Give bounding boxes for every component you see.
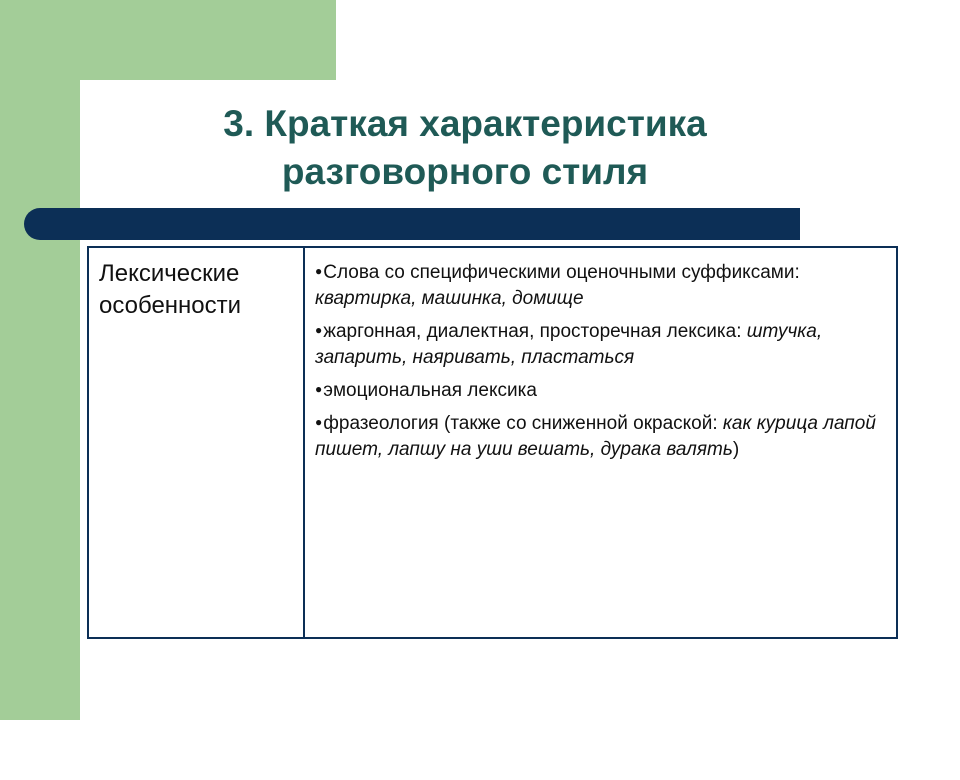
list-item	[315, 376, 888, 404]
bullet-icon: ●	[315, 323, 323, 337]
bullet-icon: ●	[315, 382, 323, 396]
title-divider-bar	[24, 208, 800, 240]
content-table	[87, 246, 898, 639]
slide-title	[120, 100, 810, 196]
slide-title-line1: 3. Краткая характеристика	[223, 103, 707, 144]
label-cell	[88, 247, 304, 638]
item-tail: )	[732, 439, 740, 460]
lexical-features-label: Лексические особенности	[99, 260, 242, 319]
list-item	[315, 317, 888, 371]
slide-title-line2: разговорного стиля	[281, 151, 649, 192]
items-cell	[304, 247, 897, 638]
list-item	[315, 409, 888, 463]
item-text: жаргонная, диалектная, просторечная лексика:	[323, 321, 747, 342]
item-text: фразеология (также со сниженной окраской:	[323, 413, 723, 434]
decorative-green-left	[0, 0, 80, 720]
item-text: Слова со специфическими оценочными суффиксами:	[323, 262, 800, 283]
item-examples: штучка, запарить, наяривать, пластаться	[315, 321, 823, 368]
bullet-icon: ●	[315, 415, 323, 429]
feature-list	[305, 248, 896, 463]
item-text: эмоциональная лексика	[323, 380, 537, 401]
item-examples: квартирка, машинка, домище	[315, 288, 584, 309]
bullet-icon: ●	[315, 264, 323, 278]
table-row	[88, 247, 897, 638]
list-item	[315, 258, 888, 312]
item-examples: как курица лапой пишет, лапшу на уши вешать, дурака валять	[315, 413, 876, 460]
